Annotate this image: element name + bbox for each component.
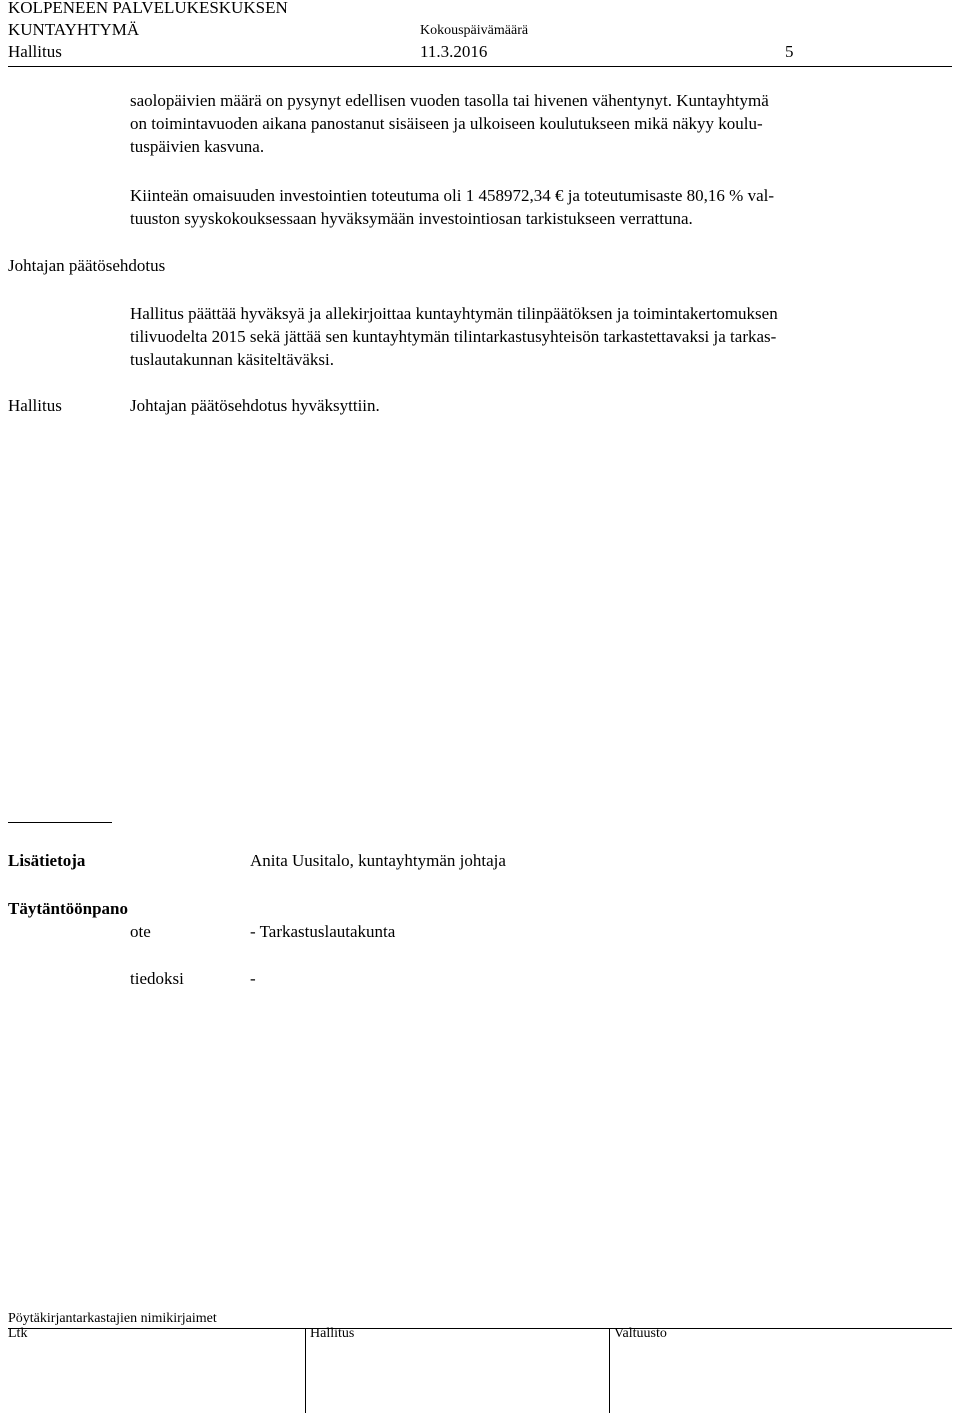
paragraph-line: tuuston syyskokouksessaan hyväksymään investointiosan tarkistukseen verrattuna.	[130, 209, 693, 228]
page-number: 5	[785, 42, 794, 61]
for-information-label: tiedoksi	[130, 969, 184, 988]
paragraph-line: Kiinteän omaisuuden investointien toteutuma oli 1 458972,34 € ja toteutumisaste 80,16 % val-	[130, 186, 775, 205]
paragraph-line: Hallitus päättää hyväksyä ja allekirjoittaa kuntayhtymän tilinpäätöksen ja toimintakertomuksen	[130, 304, 778, 323]
section-divider	[8, 822, 112, 823]
additional-info-label: Lisätietoja	[8, 851, 86, 870]
paragraph-line: saolopäivien määrä on pysynyt edellisen vuoden tasolla tai hivenen vähentynyt. Kuntayhtymä	[130, 91, 769, 110]
footer-separator-1	[305, 1328, 306, 1413]
paragraph-investments	[130, 184, 920, 230]
meeting-date-label: Kokouspäivämäärä	[420, 23, 529, 38]
excerpt-label: ote	[130, 922, 151, 941]
organization-name-line2: KUNTAYHTYMÄ	[8, 20, 140, 39]
for-information-value: -	[250, 969, 256, 988]
decision-label: Hallitus	[8, 396, 62, 415]
footer-column-valtuusto: Valtuusto	[614, 1326, 667, 1341]
implementation-label: Täytäntöönpano	[8, 899, 128, 918]
paragraph-line: on toimintavuoden aikana panostanut sisäiseen ja ulkoiseen koulutukseen mikä näkyy koulu-	[130, 114, 763, 133]
footer-top-rule	[8, 1328, 952, 1329]
excerpt-recipient: - Tarkastuslautakunta	[250, 922, 396, 941]
footer-column-ltk: Ltk	[8, 1326, 28, 1341]
paragraph-training-days	[130, 89, 920, 158]
footer-title: Pöytäkirjantarkastajien nimikirjaimet	[8, 1311, 217, 1326]
meeting-date: 11.3.2016	[420, 42, 488, 61]
organization-name-line1: KOLPENEEN PALVELUKESKUKSEN	[8, 0, 288, 17]
paragraph-line: tuspäivien kasvuna.	[130, 137, 265, 156]
footer-column-hallitus: Hallitus	[310, 1326, 355, 1341]
paragraph-line: tuslautakunnan käsiteltäväksi.	[130, 350, 334, 369]
footer-separator-2	[609, 1328, 610, 1413]
header-body-name: Hallitus	[8, 42, 62, 61]
decision-text: Johtajan päätösehdotus hyväksyttiin.	[130, 396, 380, 415]
header-divider	[8, 66, 952, 67]
additional-info-contact: Anita Uusitalo, kuntayhtymän johtaja	[250, 851, 506, 870]
paragraph-line: tilivuodelta 2015 sekä jättää sen kuntayhtymän tilintarkastusyhteisön tarkastettavaksi ja tarkas-	[130, 327, 777, 346]
proposal-label: Johtajan päätösehdotus	[8, 256, 166, 275]
proposal-text	[130, 302, 920, 371]
